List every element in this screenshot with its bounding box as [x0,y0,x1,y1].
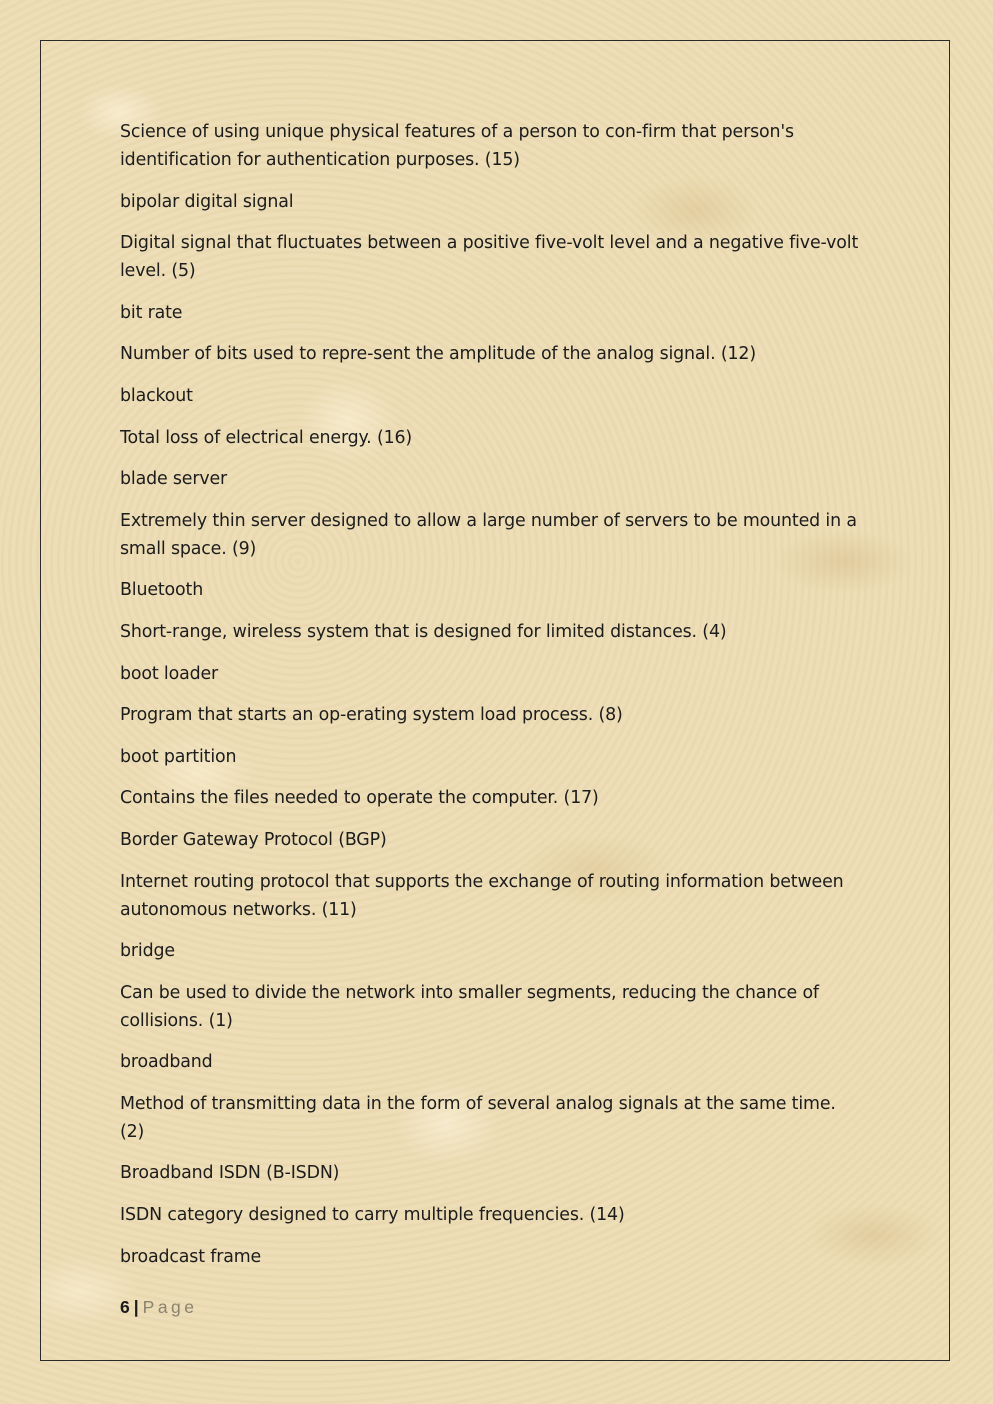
glossary-term: blade server [120,469,228,490]
glossary-definition: Contains the files needed to operate the computer. (17) [120,788,599,809]
glossary-term: broadband [120,1052,213,1073]
glossary-term: Broadband ISDN (B-ISDN) [120,1163,340,1184]
glossary-term: Border Gateway Protocol (BGP) [120,829,387,850]
glossary-definition: Science of using unique physical features of a person to con-firm that person's identification for authentication purposes. (15) [120,122,794,170]
glossary-definition: Extremely thin server designed to allow a large number of servers to be mounted in a small space. (9) [120,510,857,559]
glossary-definition: Short-range, wireless system that is designed for limited distances. (4) [120,621,727,642]
glossary-definition: Method of transmitting data in the form of several analog signals at the same time. (2) [120,1093,836,1142]
glossary-definition: Can be used to divide the network into smaller segments, reducing the chance of collisions. (1) [120,982,819,1031]
glossary-term: Bluetooth [120,580,204,601]
glossary-body [120,118,860,1284]
glossary-term: broadcast frame [120,1246,262,1267]
page-number: 6 [120,1297,130,1317]
glossary-term: bridge [120,941,175,962]
glossary-definition: Total loss of electrical energy. (16) [120,427,413,448]
glossary-definition: Program that starts an op-erating system load process. (8) [120,705,623,726]
footer-separator: | [133,1297,139,1317]
glossary-term: blackout [120,385,193,406]
glossary-term: boot partition [120,746,237,767]
glossary-definition: ISDN category designed to carry multiple frequencies. (14) [120,1205,625,1226]
page-footer [120,1294,198,1320]
glossary-definition: Number of bits used to repre-sent the amplitude of the analog signal. (12) [120,344,756,365]
glossary-term: bipolar digital signal [120,191,294,212]
page-label: Page [142,1297,198,1317]
glossary-definition: Internet routing protocol that supports the exchange of routing information between autonomous networks. (11) [120,871,844,920]
glossary-term: boot loader [120,663,219,684]
glossary-term: bit rate [120,302,183,323]
glossary-definition: Digital signal that fluctuates between a positive five-volt level and a negative five-volt level. (5) [120,233,859,282]
